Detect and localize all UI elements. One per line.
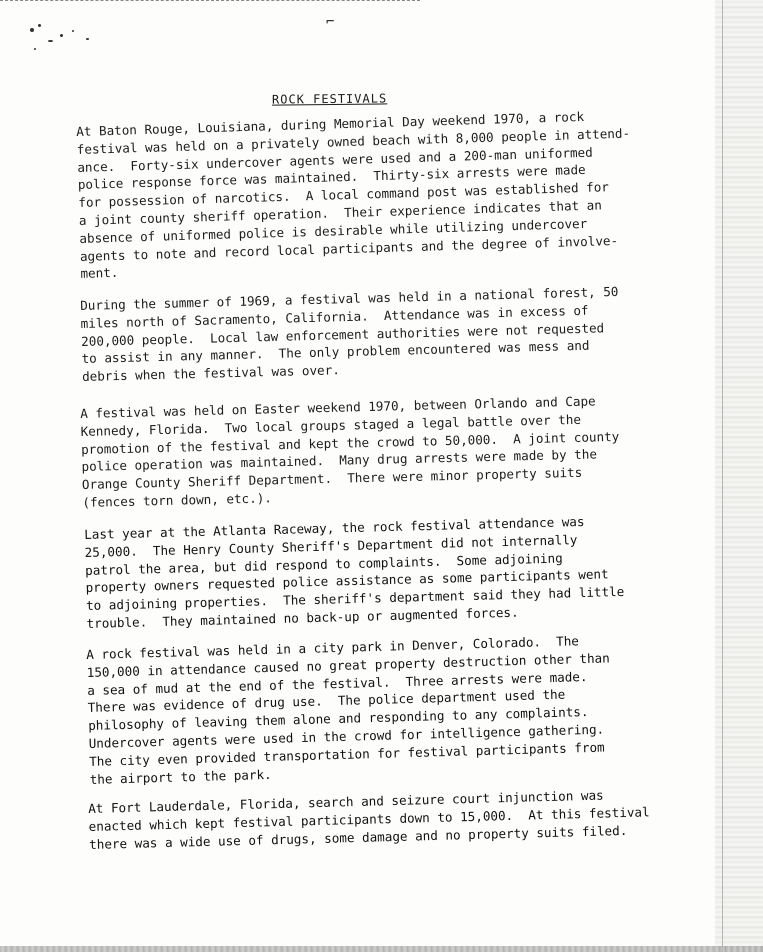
top-mark: ⌐ [326, 14, 335, 30]
right-edge-line [722, 0, 723, 952]
paragraph-fort-lauderdale: At Fort Lauderdale, Florida, search and seizure court injunction was enacted which kept festival participants down to 15,000. At this festival there was a wide use of drugs, some damage and no property suits filed. [88, 787, 650, 852]
scan-specks [26, 22, 106, 62]
bottom-scan-edge [0, 946, 763, 952]
paragraph-sacramento: During the summer of 1969, a festival was held in a national forest, 50 miles north of Sacramento, California. Attendance was in excess of 200,000 people. Local law enforcement authorities were not requested to assist in any manner. The only problem encountered was mess and debris when the festival was over. [80, 283, 619, 385]
paragraph-denver: A rock festival was held in a city park in Denver, Colorado. The 150,000 in attendance caused no great property destruction other than a sea of mud at the end of the festival. Three arrests were made. There was evidence of drug use. The police department used the philosophy of leaving them alone and responding to any complaints. Undercover agents were used in the crowd for intelligence gathering. The city even provided transportation for festival participants from the airport to the park. [86, 633, 610, 787]
paragraph-orlando: A festival was held on Easter weekend 1970, between Orlando and Cape Kennedy, Florida. Two local groups staged a legal battle over the promotion of the festival and kept the crowd to 50,000. A joint county police operation was maintained. Many drug arrests were made by the Orange County Sheriff Department. There were minor property suits (fences torn down, etc.). [80, 393, 620, 510]
document-title: ROCK FESTIVALS [271, 91, 388, 107]
paragraph-atlanta: Last year at the Atlanta Raceway, the rock festival attendance was 25,000. The Henry County Sheriff's Department did not internally patrol the area, but did respond to complaints. Some adjoining property owners requested police assistance as some participants went to adjoining properties. The sheriff's department said they had little trouble. They maintained no back-up or augmented forces. [84, 513, 625, 631]
paragraph-baton-rouge: At Baton Rouge, Louisiana, during Memorial Day weekend 1970, a rock festival was held on a privately owned beach with 8,000 people in attend- ance. Forty-six undercover agents were used and a 200-man uniformed police response force was maintained. Thirty-six arrests were made for possession of narcotics. A local command post was established for a joint county sheriff operation. Their experience indicates that an absence of uniformed police is desirable while utilizing undercover agents to note and record local participants and the degree of involve- ment. [76, 108, 631, 282]
top-dashed-edge [0, 0, 420, 1]
